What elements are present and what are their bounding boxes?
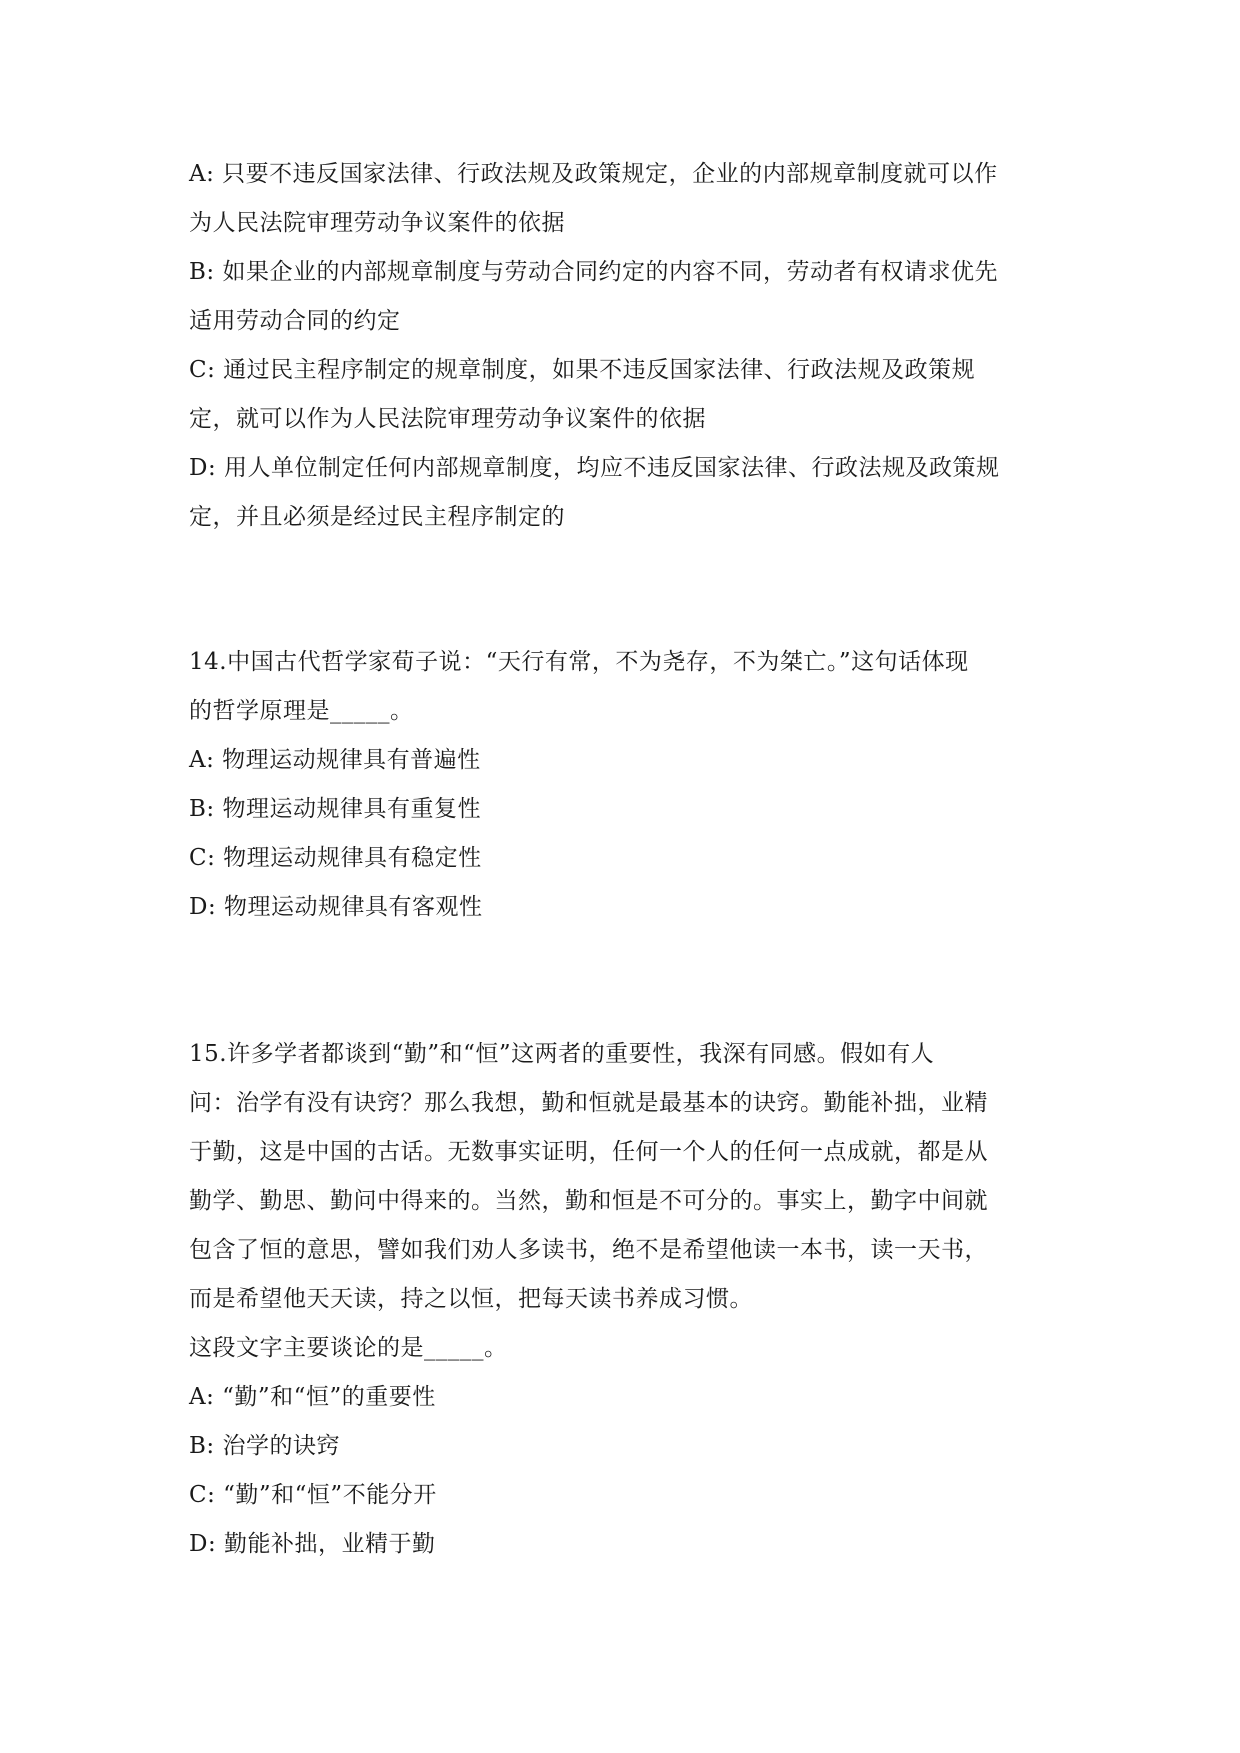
option-c-line-2: 定，就可以作为人民法院审理劳动争议案件的依据 <box>189 406 706 432</box>
question-15-passage-line-3: 于勤，这是中国的古话。无数事实证明，任何一个人的任何一点成就，都是从 <box>189 1139 988 1165</box>
option-d-line-2: 定，并且必须是经过民主程序制定的 <box>189 504 565 530</box>
question-13-options <box>189 150 1069 542</box>
question-14-stem-line-2: 的哲学原理是_____。 <box>189 698 414 724</box>
question-15-passage-line-2: 问：治学有没有诀窍？那么我想，勤和恒就是最基本的诀窍。勤能补拙，业精 <box>189 1090 988 1116</box>
option-b-line-2: 适用劳动合同的约定 <box>189 308 401 334</box>
question-15-passage-line-5: 包含了恒的意思，譬如我们劝人多读书，绝不是希望他读一本书，读一天书， <box>189 1237 988 1263</box>
question-14-option-d: D: 物理运动规律具有客观性 <box>189 894 483 920</box>
question-14-option-c: C: 物理运动规律具有稳定性 <box>189 845 482 871</box>
question-15-option-d: D: 勤能补拙，业精于勤 <box>189 1531 436 1557</box>
question-14-option-a: A: 物理运动规律具有普遍性 <box>189 747 481 773</box>
question-15-passage-line-1: 15.许多学者都谈到“勤”和“恒”这两者的重要性，我深有同感。假如有人 <box>189 1041 935 1067</box>
question-15-option-c: C: “勤”和“恒”不能分开 <box>189 1482 437 1508</box>
question-15-option-b: B: 治学的诀窍 <box>189 1433 340 1459</box>
question-15-passage-line-4: 勤学、勤思、勤问中得来的。当然，勤和恒是不可分的。事实上，勤字中间就 <box>189 1188 988 1214</box>
option-a-line-1: A: 只要不违反国家法律、行政法规及政策规定，企业的内部规章制度就可以作 <box>189 161 998 187</box>
question-15-stem: 这段文字主要谈论的是_____。 <box>189 1335 508 1361</box>
option-d-line-1: D: 用人单位制定任何内部规章制度，均应不违反国家法律、行政法规及政策规 <box>189 455 1000 481</box>
question-15-option-a: A: “勤”和“恒”的重要性 <box>189 1384 436 1410</box>
question-15 <box>189 1030 1069 1569</box>
question-15-passage-line-6: 而是希望他天天读，持之以恒，把每天读书养成习惯。 <box>189 1286 753 1312</box>
question-14-option-b: B: 物理运动规律具有重复性 <box>189 796 481 822</box>
option-c-line-1: C: 通过民主程序制定的规章制度，如果不违反国家法律、行政法规及政策规 <box>189 357 976 383</box>
option-a-line-2: 为人民法院审理劳动争议案件的依据 <box>189 210 565 236</box>
question-14-stem-line-1: 14.中国古代哲学家荀子说：“天行有常，不为尧存，不为桀亡。”这句话体现 <box>189 649 969 675</box>
question-14 <box>189 638 1069 932</box>
option-b-line-1: B: 如果企业的内部规章制度与劳动合同约定的内容不同，劳动者有权请求优先 <box>189 259 998 285</box>
